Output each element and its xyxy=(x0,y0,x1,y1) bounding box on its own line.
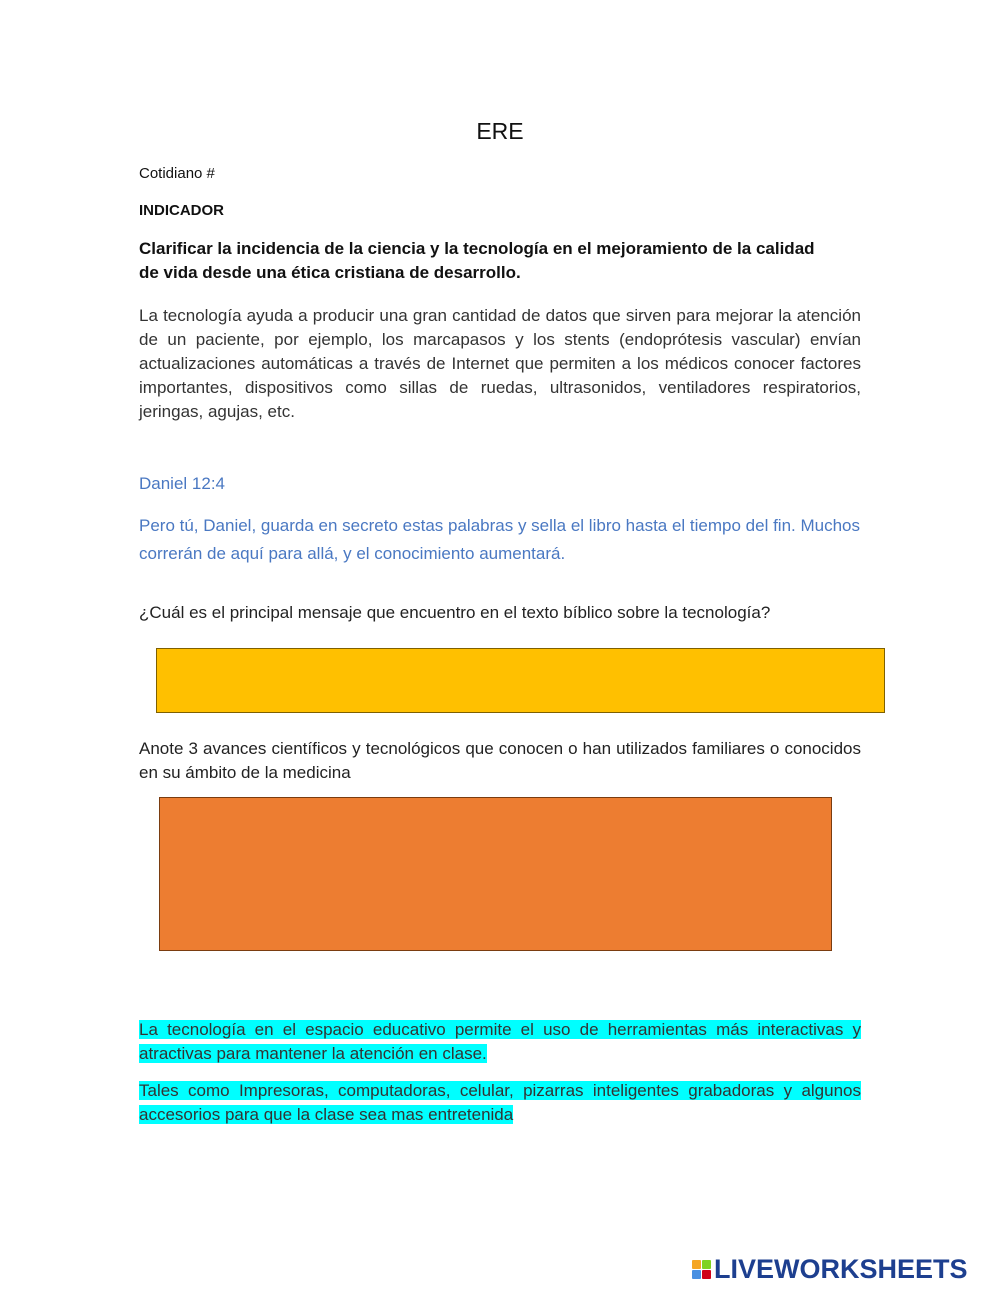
logo-square xyxy=(692,1270,701,1279)
page-title: ERE xyxy=(476,118,524,144)
intro-paragraph: La tecnología ayuda a producir una gran cantidad de datos que sirven para mejorar la atención de un paciente, por ejemplo, los marcapasos y los stents (endoprótesis vascular) envían actualizaciones automáticas a través de Internet que permiten a los médicos conocer factores importantes, dispositivos como sillas de ruedas, ultrasonidos, ventiladores respiratorios, jeringas, agujas, etc. xyxy=(139,306,861,421)
cotidiano-label: Cotidiano # xyxy=(139,165,215,182)
brand-name: LIVEWORKSHEETS xyxy=(714,1253,968,1284)
highlight-text-1: La tecnología en el espacio educativo permite el uso de herramientas más interactivas y atractivas para mantener la atención en clase. xyxy=(139,1020,861,1063)
answer-box-1[interactable] xyxy=(156,648,885,713)
logo-square xyxy=(692,1260,701,1269)
brand-logo xyxy=(692,1254,968,1284)
highlight-text-2: Tales como Impresoras, computadoras, celular, pizarras inteligentes grabadoras y algunos accesorios para que la clase sea mas entretenida xyxy=(139,1081,861,1124)
highlighted-paragraph-2 xyxy=(139,1079,861,1127)
highlighted-paragraph-1 xyxy=(139,1018,861,1066)
logo-square xyxy=(702,1270,711,1279)
indicator-text: Clarificar la incidencia de la ciencia y la tecnología en el mejoramiento de la calidad de vida desde una ética cristiana de desarrollo. xyxy=(139,239,815,282)
verse-text: Pero tú, Daniel, guarda en secreto estas palabras y sella el libro hasta el tiempo del fin. Muchos correrán de aquí para allá, y el conocimiento aumentará. xyxy=(139,516,861,563)
question-2: Anote 3 avances científicos y tecnológicos que conocen o han utilizados familiares o conocidos en su ámbito de la medicina xyxy=(139,739,861,782)
question-1: ¿Cuál es el principal mensaje que encuentro en el texto bíblico sobre la tecnología? xyxy=(139,603,771,622)
answer-box-2[interactable] xyxy=(159,797,832,951)
logo-square xyxy=(702,1260,711,1269)
liveworksheets-logo-icon xyxy=(692,1260,711,1279)
indicador-heading: INDICADOR xyxy=(139,202,224,219)
verse-reference: Daniel 12:4 xyxy=(139,474,226,493)
